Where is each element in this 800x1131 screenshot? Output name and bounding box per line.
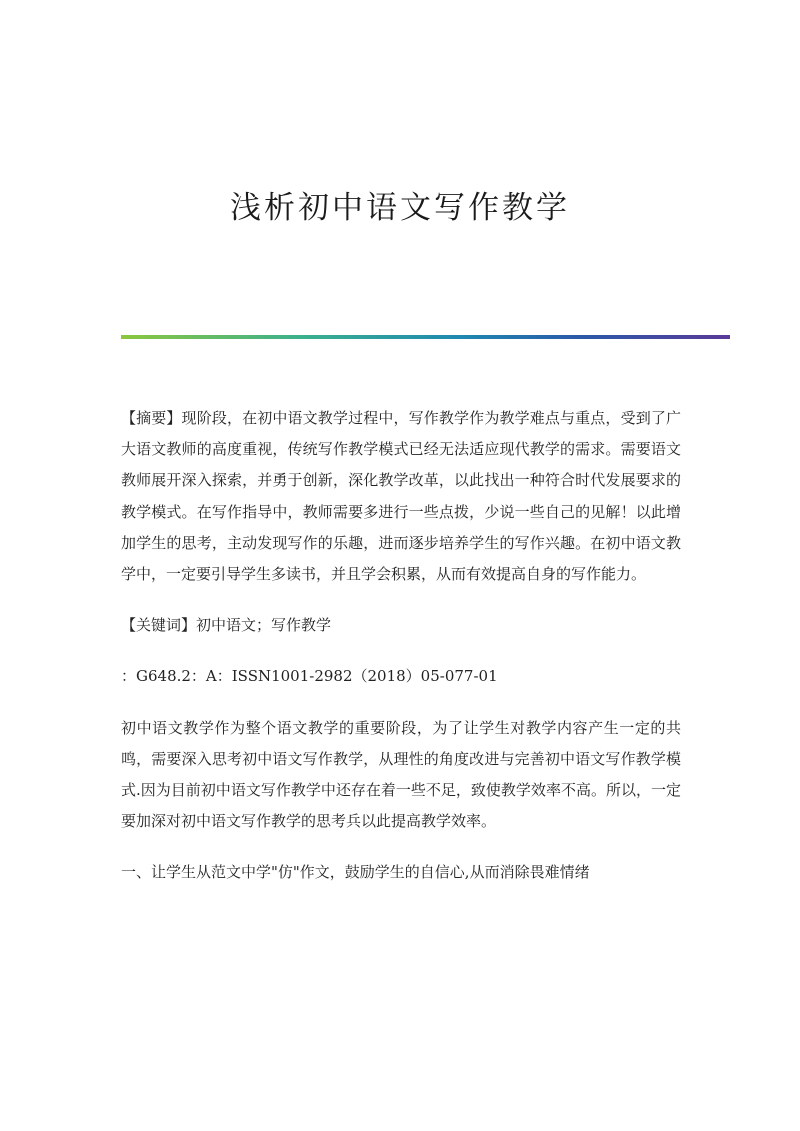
document-body — [121, 403, 681, 909]
section-heading: 一、让学生从范文中学"仿"作文，鼓励学生的自信心,从而消除畏难情绪 — [121, 863, 590, 882]
classification-line: ：G648.2：A：ISSN1001-2982（2018）05-077-01 — [121, 667, 498, 686]
keywords-line: 【关键词】初中语文；写作教学 — [121, 616, 332, 635]
document-title: 浅析初中语文写作教学 — [230, 190, 570, 226]
abstract-paragraph: 【摘要】现阶段，在初中语文教学过程中，写作教学作为教学难点与重点，受到了广大语文教师的高度重视，传统写作教学模式已经无法适应现代教学的需求。需要语文教师展开深入探索，并勇于创新，深化教学改革，以此找出一种符合时代发展要求的教学模式。在写作指导中，教师需要多进行一些点拨，少说一些自己的见解！以此增加学生的思考，主动发现写作的乐趣，进而逐步培养学生的写作兴趣。在初中语文教学中，一定要引导学生多读书，并且学会积累，从而有效提高自身的写作能力。 — [121, 409, 681, 584]
intro-paragraph: 初中语文教学作为整个语文教学的重要阶段，为了让学生对教学内容产生一定的共鸣，需要深入思考初中语文写作教学，从理性的角度改进与完善初中语文写作教学模式.因为目前初中语文写作教学中还存在着一些不足，致使教学效率不高。所以，一定要加深对初中语文写作教学的思考兵以此提高教学效率。 — [121, 718, 681, 831]
gradient-divider — [121, 335, 730, 339]
